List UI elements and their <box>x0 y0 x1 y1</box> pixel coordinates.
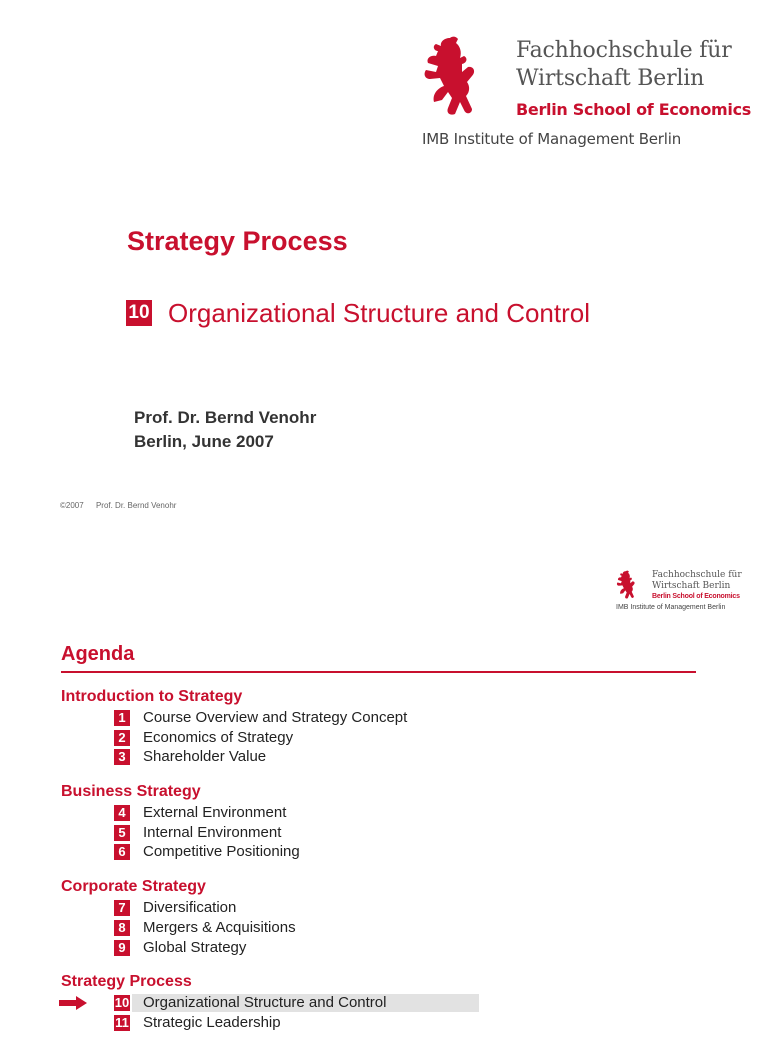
logo-line-2: Wirtschaft Berlin <box>652 581 731 591</box>
agenda-item-number: 6 <box>114 844 130 860</box>
logo-line-1: Fachhochschule für <box>652 570 742 580</box>
agenda-item-label: Organizational Structure and Control <box>143 994 387 1012</box>
agenda-item-label: Global Strategy <box>143 938 247 956</box>
agenda-section <box>61 876 721 957</box>
agenda-item-label: Mergers & Acquisitions <box>143 918 296 936</box>
agenda-item <box>61 708 721 728</box>
agenda-section <box>61 686 721 767</box>
institution-logo-small <box>614 568 744 618</box>
agenda-item <box>61 938 721 958</box>
agenda-item-number: 9 <box>114 940 130 956</box>
agenda-item-number: 2 <box>114 730 130 746</box>
chapter-number-badge: 10 <box>126 300 152 326</box>
copyright-year: ©2007 <box>60 501 84 510</box>
logo-line-4: IMB Institute of Management Berlin <box>422 130 682 148</box>
logo-line-1: Fachhochschule für <box>516 38 732 63</box>
agenda-item <box>61 803 721 823</box>
logo-line-4: IMB Institute of Management Berlin <box>616 604 726 611</box>
agenda-item-label: Competitive Positioning <box>143 843 300 861</box>
agenda-item-label: Strategic Leadership <box>143 1013 281 1031</box>
agenda-section-title: Corporate Strategy <box>61 878 206 896</box>
agenda-item-number: 4 <box>114 805 130 821</box>
agenda-section <box>61 781 721 862</box>
agenda-section <box>61 971 721 1032</box>
agenda-item <box>61 823 721 843</box>
logo-line-3: Berlin School of Economics <box>652 593 740 600</box>
presentation-title: Strategy Process <box>127 226 348 256</box>
agenda-item <box>61 747 721 767</box>
place-date: Berlin, June 2007 <box>134 432 274 451</box>
copyright-holder: Prof. Dr. Bernd Venohr <box>95 501 177 510</box>
agenda-item <box>61 842 721 862</box>
author-name: Prof. Dr. Bernd Venohr <box>134 408 317 427</box>
agenda-list <box>61 686 721 1047</box>
berlin-bear-icon <box>616 570 636 600</box>
agenda-item-label: External Environment <box>143 804 287 822</box>
agenda-item-number: 5 <box>114 825 130 841</box>
agenda-section-title: Strategy Process <box>61 973 192 991</box>
agenda-item-number: 3 <box>114 749 130 765</box>
agenda-section-title: Introduction to Strategy <box>61 688 243 705</box>
agenda-item-current <box>61 993 721 1013</box>
agenda-item <box>61 898 721 918</box>
current-item-arrow-icon <box>59 996 87 1010</box>
agenda-item-label: Internal Environment <box>143 823 282 841</box>
chapter-title: Organizational Structure and Control <box>168 298 591 328</box>
agenda-heading: Agenda <box>61 643 135 665</box>
agenda-item-label: Diversification <box>143 899 237 917</box>
agenda-item-label: Course Overview and Strategy Concept <box>143 709 408 726</box>
agenda-item <box>61 1013 721 1033</box>
berlin-bear-icon <box>422 36 478 118</box>
copyright-notice <box>60 501 176 510</box>
agenda-item-number: 10 <box>114 995 130 1011</box>
agenda-divider <box>61 671 696 673</box>
agenda-item-number: 7 <box>114 900 130 916</box>
agenda-section-title: Business Strategy <box>61 783 201 801</box>
agenda-item-label: Shareholder Value <box>143 748 267 766</box>
agenda-item <box>61 918 721 938</box>
logo-line-2: Wirtschaft Berlin <box>516 66 705 91</box>
agenda-item-label: Economics of Strategy <box>143 728 294 746</box>
agenda-item <box>61 728 721 748</box>
logo-line-3: Berlin School of Economics <box>516 100 751 119</box>
author-block <box>134 406 316 454</box>
agenda-item-number: 11 <box>115 1014 129 1030</box>
agenda-item-number: 8 <box>114 920 130 936</box>
institution-logo <box>418 36 751 156</box>
agenda-item-number: 1 <box>114 710 130 726</box>
